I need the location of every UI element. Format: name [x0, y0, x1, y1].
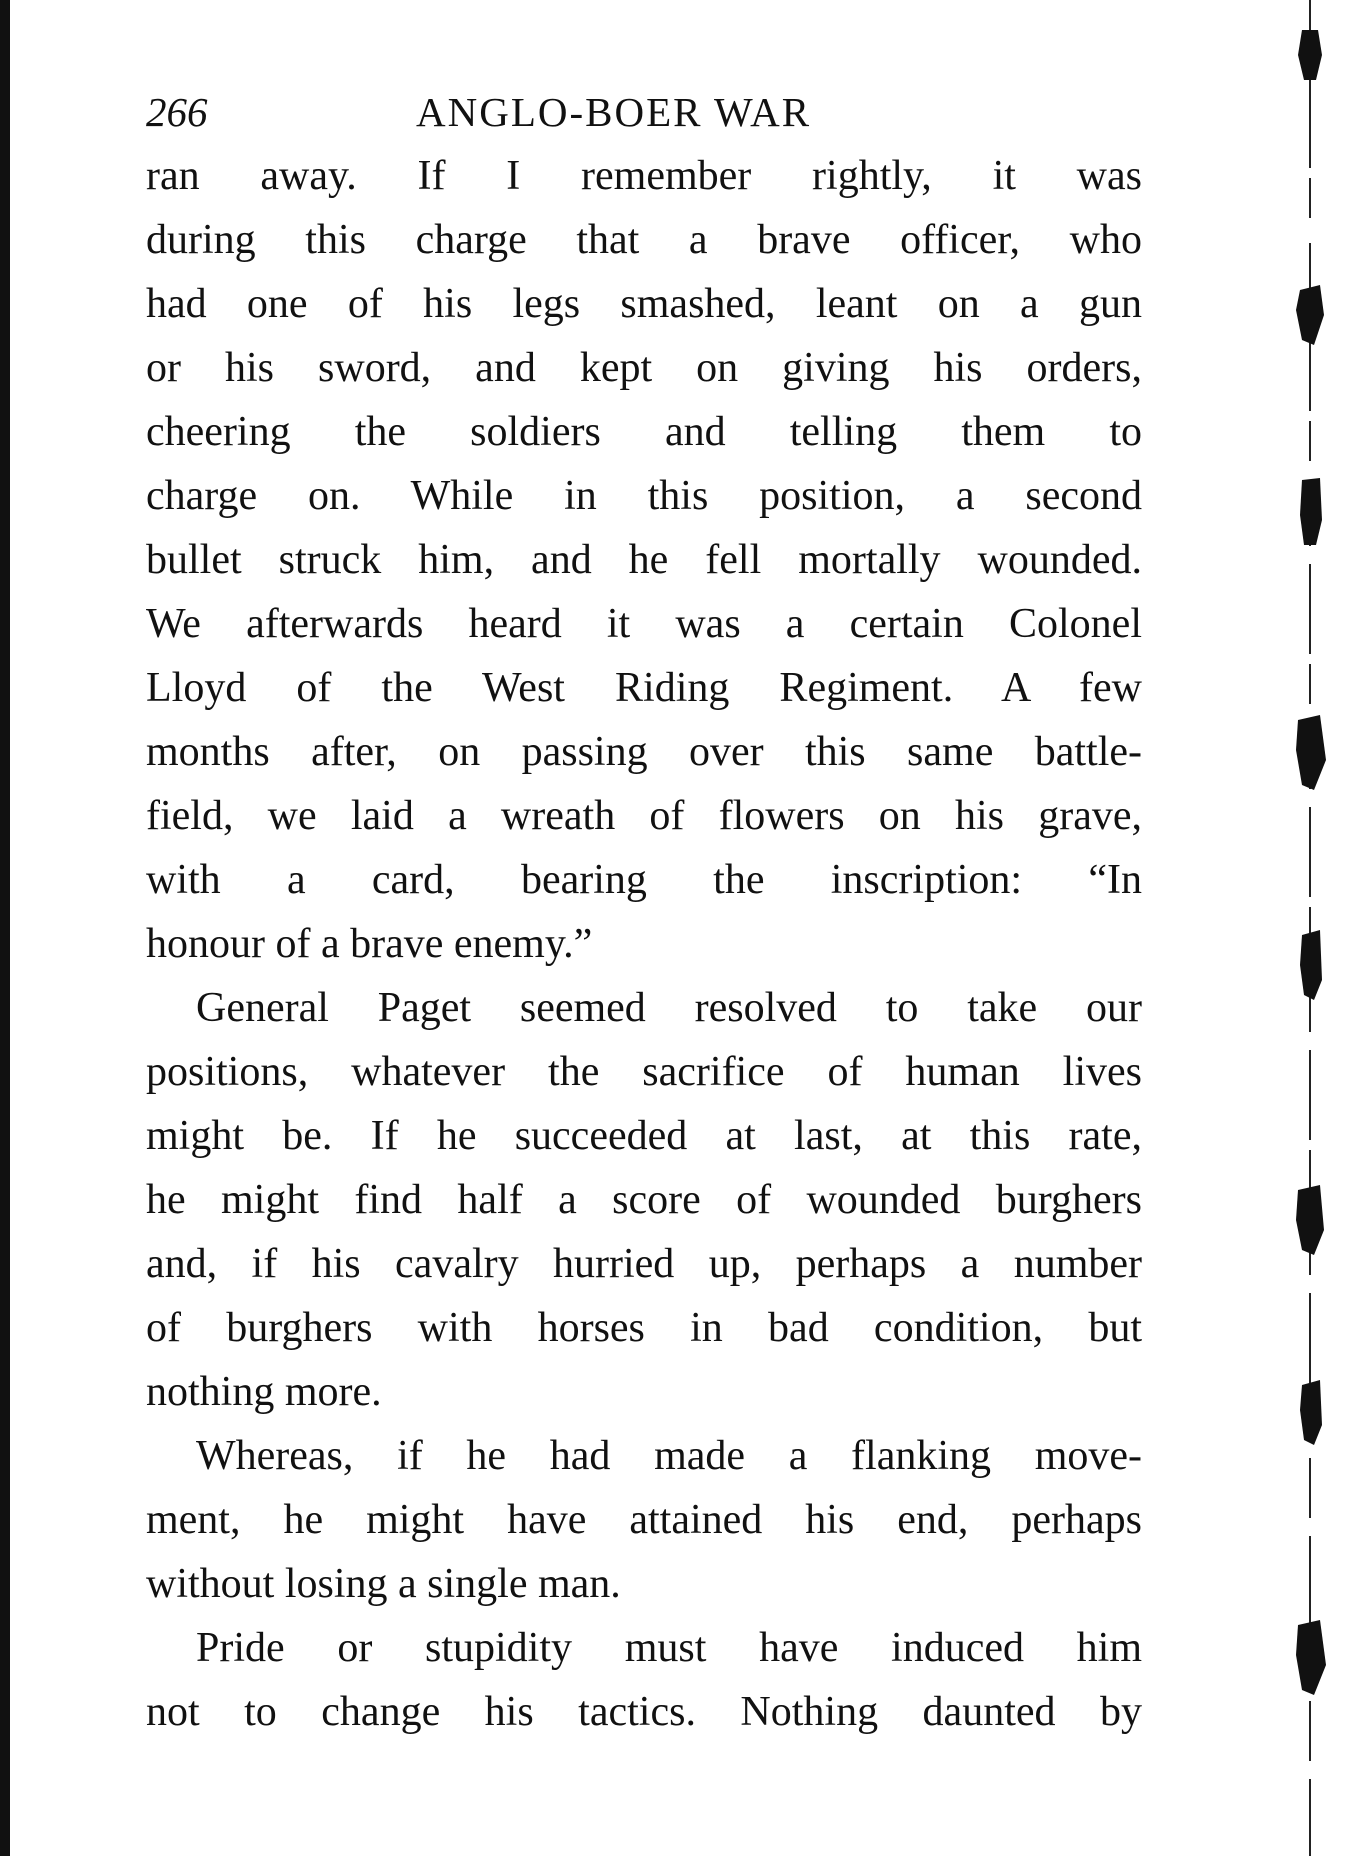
text-line: positions, whatever the sacrifice of human lives [146, 1049, 1142, 1095]
paragraph-1 [146, 144, 1142, 976]
text-line: field, we laid a wreath of flowers on his grave, [146, 793, 1142, 839]
paragraph-2 [146, 976, 1142, 1424]
text-line: Lloyd of the West Riding Regiment. A few [146, 665, 1142, 711]
text-line: he might find half a score of wounded burghers [146, 1177, 1142, 1223]
page-number: 266 [146, 89, 208, 135]
running-title: ANGLO-BOER WAR [416, 89, 812, 135]
paragraph-4 [146, 1616, 1142, 1744]
text-line: We afterwards heard it was a certain Colonel [146, 601, 1142, 647]
text-line: ment, he might have attained his end, perhaps [146, 1497, 1142, 1543]
text-line: nothing more. [146, 1369, 382, 1415]
book-page [146, 80, 1142, 1744]
page-header [146, 80, 1142, 144]
text-line: Whereas, if he had made a flanking move- [196, 1433, 1142, 1479]
text-line: or his sword, and kept on giving his orders, [146, 345, 1142, 391]
text-line: with a card, bearing the inscription: “In [146, 857, 1142, 903]
paragraph-3 [146, 1424, 1142, 1616]
text-line: might be. If he succeeded at last, at this rate, [146, 1113, 1142, 1159]
text-line: charge on. While in this position, a second [146, 473, 1142, 519]
text-line: during this charge that a brave officer, who [146, 217, 1142, 263]
text-line: honour of a brave enemy.” [146, 921, 593, 967]
page-edge-marks [1280, 0, 1340, 1856]
text-line: ran away. If I remember rightly, it was [146, 153, 1142, 199]
page-binding-edge [0, 0, 10, 1856]
text-line: months after, on passing over this same battle- [146, 729, 1142, 775]
text-line: bullet struck him, and he fell mortally wounded. [146, 537, 1142, 583]
text-line: cheering the soldiers and telling them to [146, 409, 1142, 455]
text-line: Pride or stupidity must have induced him [196, 1625, 1142, 1671]
text-line: of burghers with horses in bad condition, but [146, 1305, 1142, 1351]
text-line: had one of his legs smashed, leant on a gun [146, 281, 1142, 327]
text-line: without losing a single man. [146, 1561, 621, 1607]
text-line: and, if his cavalry hurried up, perhaps a number [146, 1241, 1142, 1287]
text-line: not to change his tactics. Nothing daunted by [146, 1689, 1142, 1735]
text-line: General Paget seemed resolved to take our [196, 985, 1142, 1031]
